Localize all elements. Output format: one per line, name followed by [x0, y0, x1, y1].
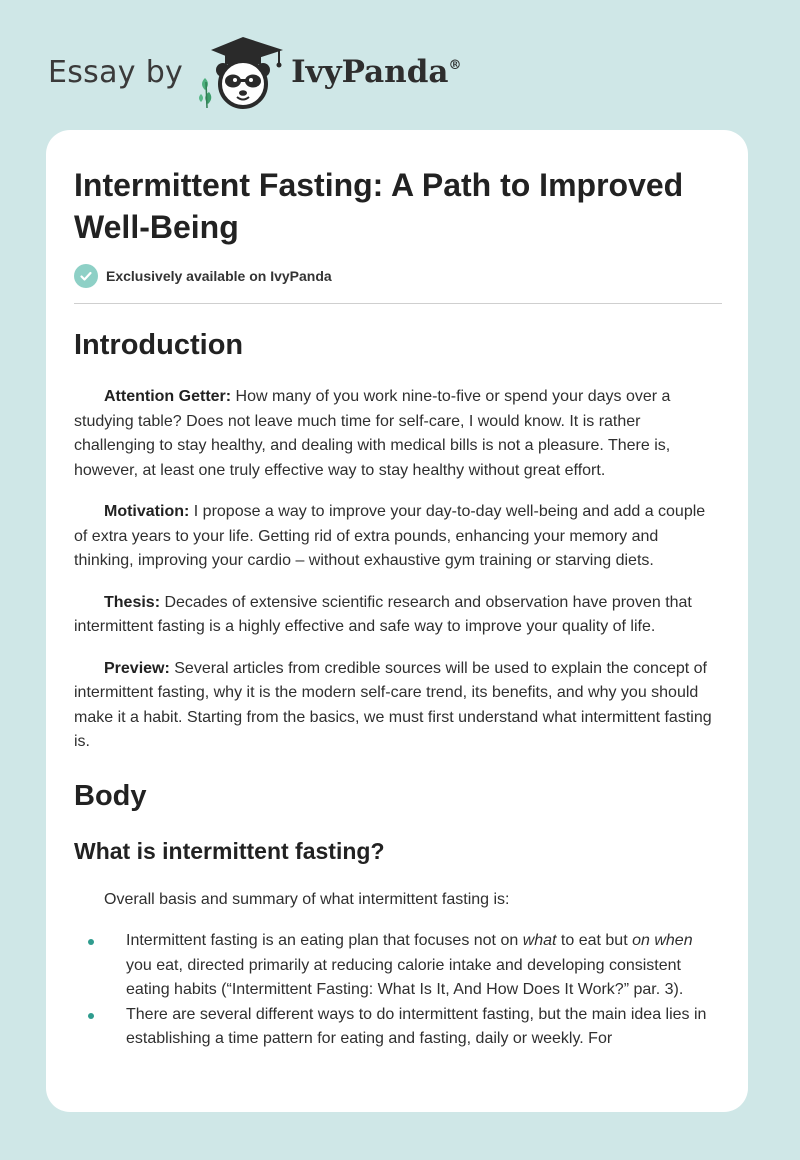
section-heading-introduction: Introduction [74, 329, 244, 361]
bullet-dot [88, 939, 94, 945]
paragraph-motivation: Motivation: I propose a way to improve your day-to-day well-being and add a couple of extra years to your life. Getting rid of extra pounds, enhancing your memory and thinking, improving your cardio – without exhaustive gym training or starving diets. [74, 503, 706, 569]
divider [74, 303, 722, 304]
section-heading-body: Body [74, 779, 147, 812]
lead-text: Overall basis and summary of what intermittent fasting is: [104, 890, 510, 908]
brand-name[interactable]: IvyPanda® [291, 54, 462, 90]
paragraph-attention-getter: Attention Getter: How many of you work nine-to-five or spend your days over a studying table? Does not leave much time for self-care, I would know. It is rather challenging to stay healthy, and dealing with medical bills is not a pleasure. There is, however, at least one truly effective way to stay healthy without great effort. [74, 388, 671, 479]
paragraph-preview: Preview: Several articles from credible sources will be used to explain the concept of intermittent fasting, why it is the modern self-care trend, its benefits, and why you should make it a habit. Starting from the basics, we must first understand what intermittent fasting is. [74, 659, 712, 750]
essay-card [46, 130, 748, 1112]
bullet-dot [88, 1013, 94, 1019]
paragraph-thesis: Thesis: Decades of extensive scientific research and observation have proven that intermittent fasting is a highly effective and safe way to improve your quality of life. [74, 593, 692, 635]
list-item: There are several different ways to do intermittent fasting, but the main idea lies in establishing a time pattern for eating and fasting, daily or weekly. For [74, 1003, 722, 1052]
brand-prefix: Essay by [48, 54, 184, 90]
exclusive-badge [74, 264, 722, 288]
subheading-what-is-if: What is intermittent fasting? [74, 837, 385, 864]
check-icon [74, 264, 98, 288]
bullet-list [74, 929, 722, 1052]
panda-graduation-logo [197, 34, 289, 110]
brand-header [48, 34, 462, 110]
essay-title: Intermittent Fasting: A Path to Improved Well-Being [74, 167, 684, 245]
exclusive-label: Exclusively available on IvyPanda [106, 268, 332, 284]
ivy-leaf-icon [199, 78, 211, 108]
list-item: Intermittent fasting is an eating plan that focuses not on what to eat but on when you eat, directed primarily at reducing calorie intake and developing consistent eating habits (“Intermittent Fasting: What Is It, And How Does It Work?” par. 3). [74, 929, 722, 1003]
